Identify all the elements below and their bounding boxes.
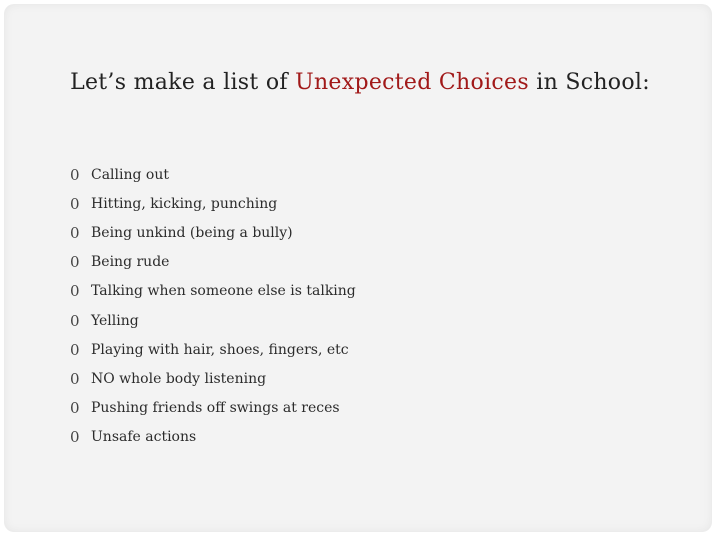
list-item	[70, 364, 356, 393]
list-item-text: Playing with hair, shoes, fingers, etc	[91, 341, 349, 358]
list-item	[70, 248, 356, 277]
list-item-text: NO whole body listening	[91, 370, 267, 387]
slide-title	[0, 70, 720, 95]
choices-list	[70, 160, 356, 452]
bullet-icon: 0	[70, 428, 80, 447]
bullet-icon: 0	[70, 253, 80, 272]
list-item	[70, 189, 356, 218]
list-item	[70, 306, 356, 335]
bullet-icon: 0	[70, 369, 80, 388]
bullet-icon: 0	[70, 399, 80, 418]
list-item-text: Talking when someone else is talking	[91, 283, 356, 300]
bullet-icon: 0	[70, 223, 80, 242]
bullet-icon: 0	[70, 282, 80, 301]
bullet-icon: 0	[70, 165, 80, 184]
bullet-icon: 0	[70, 194, 80, 213]
title-highlight-text: Unexpected Choices	[295, 70, 529, 95]
list-item-text: Pushing friends off swings at reces	[91, 400, 340, 417]
list-item-text: Yelling	[91, 312, 139, 329]
list-item-text: Calling out	[91, 166, 169, 183]
list-item	[70, 277, 356, 306]
list-item	[70, 394, 356, 423]
list-item	[70, 335, 356, 364]
list-item	[70, 423, 356, 452]
title-trail-text: in School:	[528, 70, 650, 95]
list-item	[70, 218, 356, 247]
bullet-icon: 0	[70, 311, 80, 330]
title-lead-text: Let’s make a list of	[70, 70, 296, 95]
list-item-text: Being rude	[91, 254, 170, 271]
bullet-icon: 0	[70, 340, 80, 359]
list-item-text: Hitting, kicking, punching	[91, 195, 278, 212]
list-item-text: Unsafe actions	[91, 429, 197, 446]
list-item-text: Being unkind (being a bully)	[91, 224, 293, 241]
list-item	[70, 160, 356, 189]
